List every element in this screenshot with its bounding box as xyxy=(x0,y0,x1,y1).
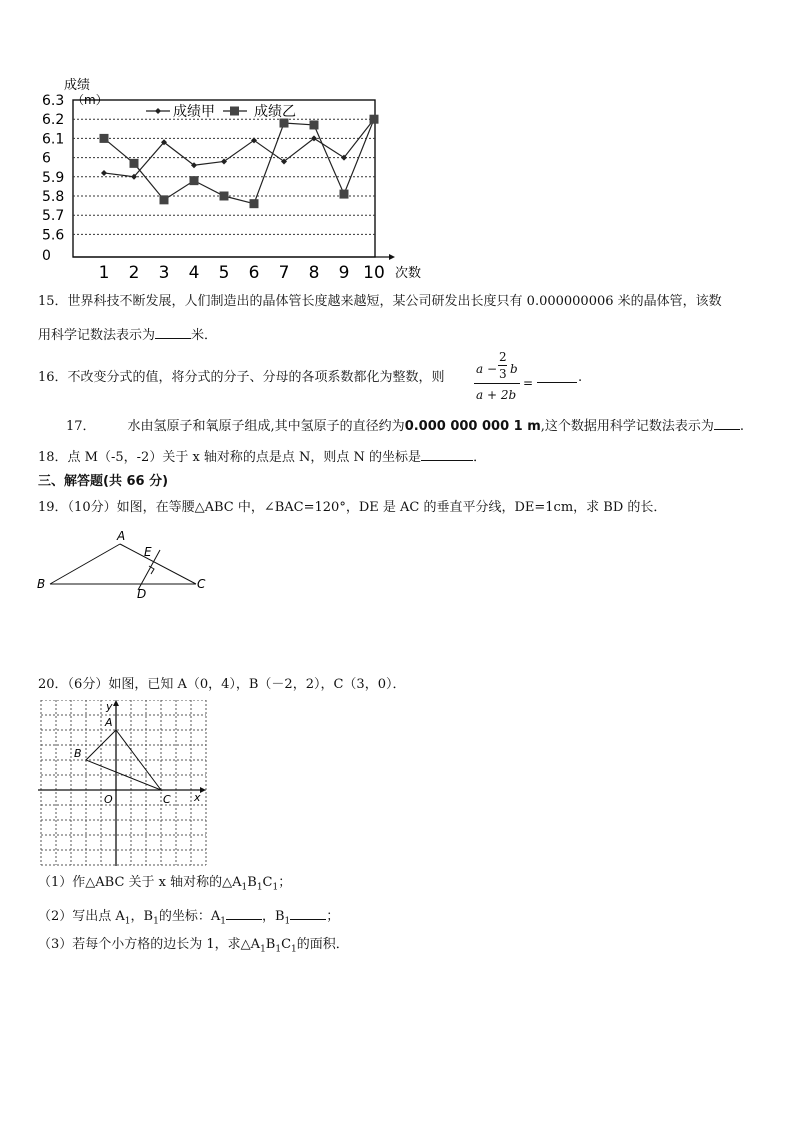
answer-blank-b1[interactable] xyxy=(290,906,326,920)
question-17-text-b: ,这个数据用科学记数法表示为 xyxy=(540,419,714,434)
subscript: 1 xyxy=(275,944,282,955)
label-e: E xyxy=(144,545,152,559)
data-point-yi xyxy=(190,176,199,185)
data-point-yi xyxy=(130,159,139,168)
fraction-inner-top: 2 xyxy=(499,350,507,364)
part-3-text: C xyxy=(281,937,292,952)
legend-marker-yi xyxy=(230,107,239,116)
subscript: 1 xyxy=(124,916,131,927)
x-tick-label: 5 xyxy=(218,263,230,283)
grid-lines xyxy=(41,700,206,865)
x-tick-label: 4 xyxy=(188,263,200,283)
x-tick-label: 10 xyxy=(363,263,385,283)
x-tick-label: 1 xyxy=(98,263,110,283)
question-20-part-3 xyxy=(38,937,349,958)
legend-marker-jia xyxy=(155,108,161,114)
fraction-inner-bar xyxy=(498,365,507,366)
data-point-yi xyxy=(310,120,319,129)
label-a: A xyxy=(105,716,113,729)
answer-blank-17[interactable] xyxy=(714,416,740,430)
data-point-yi xyxy=(160,195,169,204)
legend-label-jia: 成绩甲 xyxy=(173,104,215,120)
subscript: 1 xyxy=(260,944,266,955)
question-18-text: 18．点 M（-5，-2）关于 x 轴对称的点是点 N，则点 N 的坐标是 xyxy=(38,450,422,465)
answer-blank-a1[interactable] xyxy=(226,906,262,920)
subscript: 1 xyxy=(241,882,248,893)
data-point-yi xyxy=(340,190,349,199)
fraction-main-bar xyxy=(474,383,520,384)
y-tick-label: 0 xyxy=(42,248,51,264)
y-tick-label: 6.3 xyxy=(42,93,65,109)
x-axis-label: 次数 xyxy=(395,266,422,281)
subscript: 1 xyxy=(284,916,291,927)
right-angle-mark xyxy=(149,566,154,574)
label-c: C xyxy=(163,793,171,806)
data-point-yi xyxy=(250,199,259,208)
y-tick-label: 5.8 xyxy=(42,189,65,205)
question-15-line1: 15．世界科技不断发展，人们制造出的晶体管长度越来越短，某公司研发出长度只有 0.000000006 米的晶体管，该数 xyxy=(38,294,722,309)
part-3-text: 的面积． xyxy=(296,937,349,952)
question-17-value: 0.000 000 000 1 m xyxy=(404,419,541,434)
y-tick-label: 5.9 xyxy=(42,169,65,186)
series-line-yi xyxy=(104,119,374,203)
y-axis-label: 成绩 xyxy=(64,78,91,93)
part-2-text: 的坐标：A xyxy=(158,909,221,924)
data-point-yi xyxy=(370,115,379,124)
part-3-text: （3）若每个小方格的边长为 1，求△A xyxy=(38,937,261,952)
question-18-end: ． xyxy=(473,450,487,465)
coordinate-grid-figure xyxy=(34,700,210,870)
series-line-jia xyxy=(104,119,374,177)
y-tick-label: 5.7 xyxy=(42,208,65,225)
question-18-line xyxy=(38,447,486,466)
side-ab xyxy=(50,544,120,584)
question-19-text: 19．（10分）如图，在等腰△ABC 中，∠BAC=120°，DE 是 AC 的垂直平分线，DE=1cm，求 BD 的长． xyxy=(38,500,667,515)
y-tick-label: 5.6 xyxy=(42,227,65,244)
part-1-text: （1）作△ABC 关于 x 轴对称的△A xyxy=(38,875,242,890)
fraction-num-left: a − xyxy=(476,362,498,376)
y-tick-label: 6.2 xyxy=(42,112,65,129)
part-1-text: ； xyxy=(278,875,292,890)
question-17-number: 17． xyxy=(66,419,96,434)
question-16-end: . xyxy=(578,370,583,385)
fraction-denominator: a + 2b xyxy=(476,388,517,402)
x-tick-label: 6 xyxy=(248,263,260,283)
subscript: 1 xyxy=(272,882,279,893)
fraction-equals: = xyxy=(523,376,534,390)
label-y: y xyxy=(106,700,113,713)
answer-blank-15[interactable] xyxy=(155,325,191,339)
section-3-title: 三、解答题(共 66 分) xyxy=(38,474,169,489)
legend-label-yi: 成绩乙 xyxy=(254,104,296,120)
x-tick-label: 3 xyxy=(158,263,170,283)
question-17-end: . xyxy=(739,419,745,434)
x-tick-label: 7 xyxy=(278,263,290,283)
part-2-text: （2）写出点 A xyxy=(38,909,125,924)
subscript: 1 xyxy=(256,882,263,893)
subscript: 1 xyxy=(291,944,297,955)
label-d: D xyxy=(137,587,147,600)
data-point-jia xyxy=(101,170,107,176)
part-2-text: ； xyxy=(326,909,340,924)
data-point-yi xyxy=(220,192,229,201)
y-axis-unit: （m） xyxy=(72,93,108,107)
label-b: B xyxy=(37,577,46,591)
fraction-inner-bottom: 3 xyxy=(499,367,507,381)
question-17-line xyxy=(66,416,744,435)
question-15-unit: 米． xyxy=(191,328,218,343)
triangle-abc-figure xyxy=(34,528,209,600)
label-c: C xyxy=(197,577,206,591)
data-point-yi xyxy=(100,134,109,143)
question-20-part-1 xyxy=(38,875,291,896)
chart-frame xyxy=(73,100,375,257)
label-b: B xyxy=(74,747,82,760)
question-16-text: 16．不改变分式的值，将分式的分子、分母的各项系数都化为整数，则 xyxy=(38,370,445,385)
label-o: O xyxy=(104,793,113,806)
answer-blank-16[interactable] xyxy=(537,369,577,383)
side-ac xyxy=(120,544,196,584)
part-3-text: B xyxy=(265,937,276,952)
answer-blank-18[interactable] xyxy=(421,447,473,461)
label-x: x xyxy=(194,791,201,804)
part-1-text: B xyxy=(247,875,257,890)
x-axis-arrow xyxy=(389,254,395,260)
x-axis-arrow xyxy=(200,787,206,793)
question-15-text: 用科学记数法表示为 xyxy=(38,328,156,343)
subscript: 1 xyxy=(153,916,159,927)
question-15-line2 xyxy=(38,325,217,344)
x-tick-label: 9 xyxy=(338,263,350,283)
subscript: 1 xyxy=(220,916,226,927)
x-tick-label: 2 xyxy=(128,263,140,283)
part-1-text: C xyxy=(262,875,273,890)
question-20-text: 20．（6分）如图，已知 A（0，4），B（－2，2），C（3，0）． xyxy=(38,677,406,692)
y-axis-arrow xyxy=(113,700,119,706)
question-20-part-2 xyxy=(38,906,339,930)
part-2-text: ，B xyxy=(261,909,285,924)
label-a: A xyxy=(117,529,126,543)
y-tick-label: 6 xyxy=(42,150,51,167)
fraction-num-right: b xyxy=(510,362,518,376)
y-tick-label: 6.1 xyxy=(42,131,65,148)
x-tick-label: 8 xyxy=(308,263,320,283)
score-line-chart xyxy=(40,74,440,284)
chart-plot-area xyxy=(42,77,421,283)
part-2-text: ，B xyxy=(130,909,154,924)
question-17-text-a: 水由氢原子和氧原子组成,其中氢原子的直径约为 xyxy=(127,419,405,434)
